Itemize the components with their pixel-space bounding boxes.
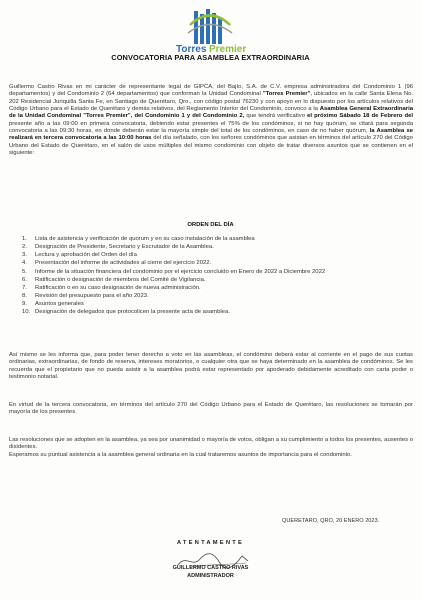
closing-salutation: ATENTAMENTE (176, 540, 245, 546)
list-item: 2. Designación de Presidente, Secretario y Escrutador de la Asamblea. (22, 244, 214, 251)
intro-paragraph: Guillermo Castro Rivas en mi carácter de representante legal de GIPCA, del Bajío, S.A. de C.V. empresa administradora del Condominio 1 (96 departamentos) y del Condominio 2 (64 departamentos) que conforman la Unidad Condominal "Torres Premier", ubicados en la calle Santa Elena No. 202 Residencial Juriquilla Santa Fe, en Santiago de Querétaro, Qro., con código postal 76230 y con apoyo en lo dispuesto por los artículos relativos del Código Urbano para el Estado de Querétaro y demás relativos, del Reglamento Interior del Condominio, convoco a la Asamblea General Extraordinaria de la Unidad Condominal "Torres Premier", del Condominio 1 y del Condominio 2, que tendrá verificativo el próximo Sábado 18 de Febrero del presente año a las 09:00 en primera convocatoria, debiendo estar presentes el 75% de los condóminos, si no hay quórum, se citará para segunda convocatoria a las 09:30 horas, en donde deberán estar la mayoría simple del total de los condóminos, en caso de no haber quórum, la Asamblea se realizará en tercera convocatoria a las 10:00 horas del día señalado, con los señores condóminos que asistan en términos del artículo 270 del Código Urbano del Estado de Querétaro, en el salón de usos múltiples del mismo condominio con objeto de tratar diversos asuntos que se contienen en el siguiente: (9, 84, 414, 157)
logo-text-torres: Torres (176, 44, 207, 54)
list-item: 6. Ratificación o designación de miembros del Comité de Vigilancia. (22, 276, 206, 283)
list-item: 8. Revisión del presupuesto para el año 2023. (22, 293, 149, 300)
third-call-paragraph: En virtud de la tercera convocatoria, en términos del artículo 270 del Código Urbano para el Estado de Querétaro, las resoluciones se tomarán por mayoría de los presentes. (9, 402, 413, 416)
voting-rights-paragraph: Así mismo se les informa que, para poder tener derecho a voto en las asambleas, el condómino deberá estar al corriente en el pago de sus cuotas ordinarias, extraordinarias, de fondo de reserva, intereses moratorios, o cualquier otra que se haya determinado en la asamblea de condóminos. Se les recuerda que el propietario que no pueda asistir a la asamblea podrá estar representado por apoderado debidamente acreditado con carta poder o testimonio notarial. (9, 352, 413, 381)
list-item: 3. Lectura y aprobación del Orden del día (22, 252, 137, 259)
list-item: 1. Lista de asistencia y verificación de quorum y en su caso instalación de la asamblea (22, 236, 255, 242)
list-item: 4. Presentación del informe de actividades al cierre del ejercicio 2022. (22, 260, 212, 267)
signer-name: GUILLERMO CASTRO RIVAS (172, 565, 249, 571)
logo-text-premier: Premier (209, 44, 246, 54)
torres-premier-logo (174, 8, 246, 54)
list-item: 10. Designación de delegados que protocolicen la presente acta de asamblea. (22, 309, 230, 316)
list-item: 9. Asuntos generales (22, 301, 84, 308)
signer-role: ADMINISTRADOR (187, 573, 234, 579)
agenda-list (22, 235, 407, 317)
document-title: CONVOCATORIA PARA ASAMBLEA EXTRAORDINARIA (111, 53, 310, 62)
list-item: 5. Informe de la situación financiera del condominio por el ejercicio concluido en Enero de 2022 a Diciembre 2022 (22, 268, 326, 275)
place-date: QUERETARO, QRO, 20 ENERO 2023. (282, 518, 380, 524)
agenda-title: ORDEN DEL DÍA (187, 222, 234, 228)
resolutions-paragraph: Las resoluciones que se adopten en la asamblea, ya sea por unanimidad o mayoría de votos, obligan a su cumplimiento a todos los presentes, ausentes o disidentes. Esperamos su puntual asistencia a la asamblea general ordinaria en la cual trataremos asuntos de importancia para el condominio. (9, 437, 413, 458)
list-item: 7. Ratificación o en su caso designación de nueva administración. (22, 284, 201, 291)
